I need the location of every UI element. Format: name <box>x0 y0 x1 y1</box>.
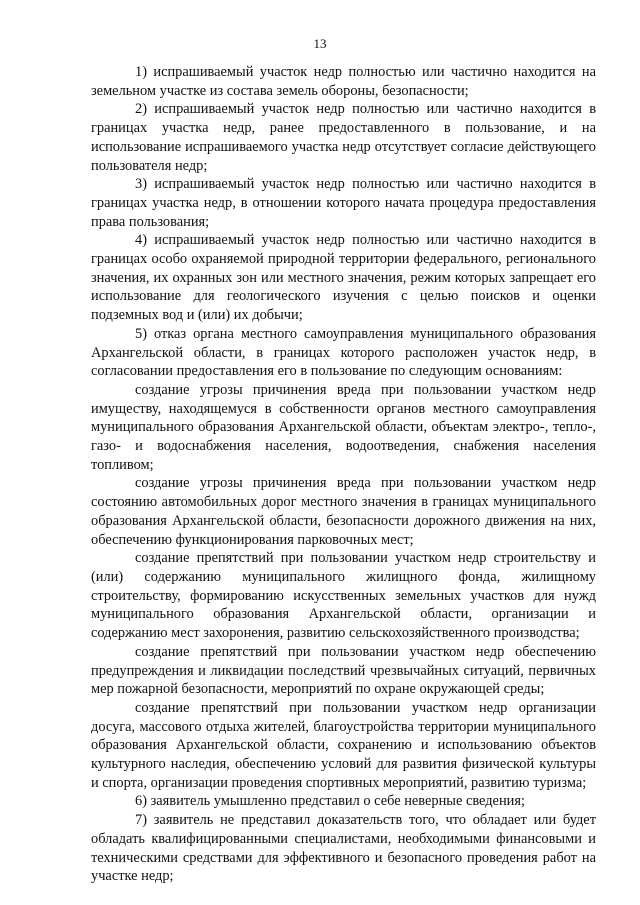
paragraph-item-6: 6) заявитель умышленно представил о себе неверные сведения; <box>135 793 525 810</box>
paragraph-item-3: 3) испрашиваемый участок недр полностью или частично находится в границах участка недр, в отношении которого начата процедура предоставления права пользования; <box>91 176 596 230</box>
paragraph-subitem-roads-threat: создание угрозы причинения вреда при пользовании участком недр состоянию автомобильных дорог местного значения в границах муниципального образования Архангельской области, безопасности дорожного движения на них, обеспечению функционирования парковочных мест; <box>91 475 596 548</box>
paragraph-item-7: 7) заявитель не представил доказательств того, что обладает или будет обладать квалифицированными специалистами, необходимыми финансовыми и техническими средствами для эффективного и безопасного проведения работ на участке недр; <box>91 812 596 885</box>
paragraph-item-4: 4) испрашиваемый участок недр полностью или частично находится в границах особо охраняемой природной территории федерального, регионального значения, их охранных зон или местного значения, режим которых запрещает его использование для геологического изучения с целью поисков и оценки подземных вод и (или) их добычи; <box>91 232 596 324</box>
paragraph-subitem-emergency-obstacles: создание препятствий при пользовании участком недр обеспечению предупреждения и ликвидации последствий чрезвычайных ситуаций, первичных мер пожарной безопасности, мероприятий по охране окружающей среды; <box>91 643 596 698</box>
paragraph-subitem-property-threat: создание угрозы причинения вреда при пользовании участком недр имуществу, находящемуся в собственности органов местного самоуправления муниципального образования Архангельской области, объектам электро-, тепло-, газо- и водоснабжения населения, водоотведения, снабжения населения топливом; <box>91 381 596 473</box>
document-body <box>91 63 596 886</box>
paragraph-subitem-leisure-obstacles: создание препятствий при пользовании участком недр организации досуга, массового отдыха жителей, благоустройства территории муниципального образования Архангельской области, сохранению и использованию объектов культурного наследия, обеспечению условий для развития физической культуры и спорта, организации проведения спортивных мероприятий, развитию туризма; <box>91 699 596 791</box>
paragraph-item-1: 1) испрашиваемый участок недр полностью или частично находится на земельном участке из состава земель обороны, безопасности; <box>91 64 596 99</box>
paragraph-subitem-construction-obstacles: создание препятствий при пользовании участком недр строительству и (или) содержанию муниципального жилищного фонда, жилищному строительству, формированию искусственных земельных участков для нужд муниципального образования Архангельской области, организации и содержанию мест захоронения, развитию сельскохозяйственного производства; <box>91 550 596 642</box>
paragraph-item-5: 5) отказ органа местного самоуправления муниципального образования Архангельской области, в границах которого расположен участок недр, в согласовании предоставления его в пользование по следующим основаниям: <box>91 325 596 380</box>
page-number: 13 <box>313 36 327 51</box>
paragraph-item-2: 2) испрашиваемый участок недр полностью или частично находится в границах участка недр, ранее предоставленного в пользование, и на использование испрашиваемого участка недр отсутствует согласие действующего пользователя недр; <box>91 101 596 174</box>
